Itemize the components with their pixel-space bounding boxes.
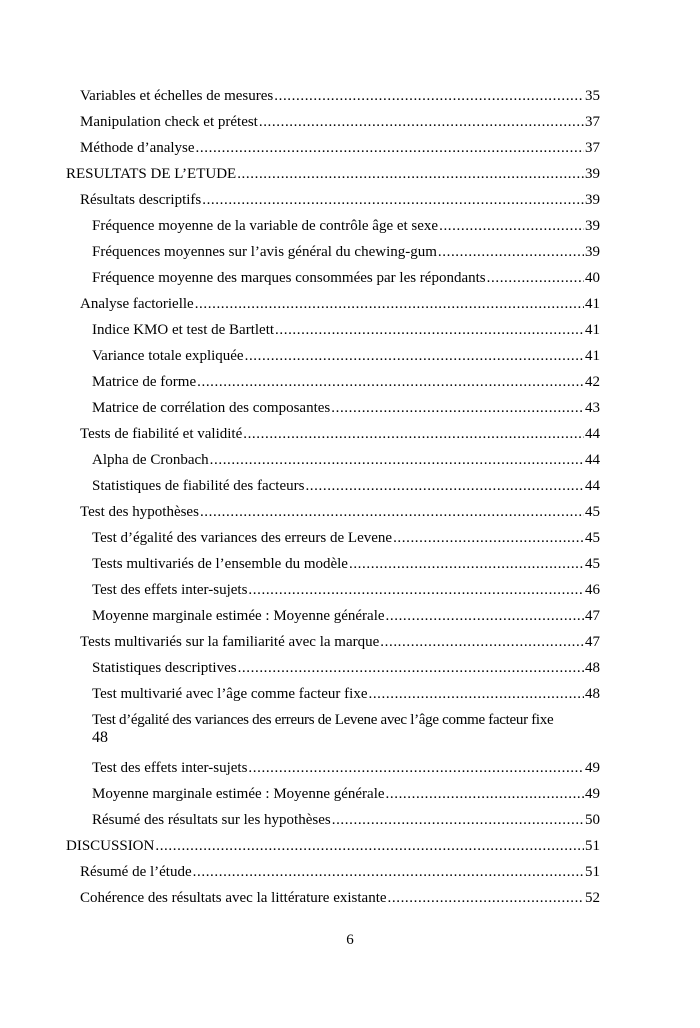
toc-subentry[interactable] [66,239,600,265]
toc-entry-title: RESULTATS DE L’ETUDE [66,166,237,182]
toc-entry-title: Moyenne marginale estimée : Moyenne générale [92,786,385,802]
toc-subentry-wrapped[interactable] [66,707,600,755]
toc-entry-title: Test d’égalité des variances des erreurs de Levene avec l’âge comme facteur fixe [92,712,554,728]
toc-leader-dots [274,83,584,109]
toc-leader-dots [195,291,584,317]
toc-entry-page: 47 [585,634,600,650]
toc-entry[interactable] [66,859,600,885]
toc-entry-title: DISCUSSION [66,838,155,854]
toc-entry-title: Résumé des résultats sur les hypothèses [92,812,331,828]
toc-leader-dots [210,447,584,473]
toc-subentry[interactable] [66,807,600,833]
toc-leader-dots [368,681,584,707]
toc-leader-dots [349,551,584,577]
toc-subentry[interactable] [66,395,600,421]
toc-leader-dots [202,187,584,213]
toc-entry-page: 48 [92,729,108,746]
toc-leader-dots [243,421,584,447]
toc-entry-page: 50 [585,812,600,828]
toc-entry-title: Méthode d’analyse [80,140,195,156]
toc-leader-dots [380,629,584,655]
toc-entry[interactable] [66,629,600,655]
toc-entry-page: 46 [585,582,600,598]
toc-entry-page: 39 [585,166,600,182]
toc-entry-page: 42 [585,374,600,390]
toc-entry-page: 43 [585,400,600,416]
toc-entry-title: Résumé de l’étude [80,864,192,880]
toc-entry-title: Test multivarié avec l’âge comme facteur fixe [92,686,368,702]
toc-entry-title: Test des effets inter-sujets [92,582,248,598]
toc-entry-page: 39 [585,192,600,208]
toc-entry-page: 39 [585,218,600,234]
toc-leader-dots [197,369,584,395]
toc-entry[interactable] [66,187,600,213]
toc-entry-title: Test des hypothèses [80,504,199,520]
toc-subentry[interactable] [66,551,600,577]
toc-entry[interactable] [66,499,600,525]
toc-leader-dots [332,807,584,833]
toc-entry-title: Statistiques descriptives [92,660,237,676]
toc-entry-page: 48 [585,686,600,702]
toc-subentry[interactable] [66,603,600,629]
toc-entry-title: Test des effets inter-sujets [92,760,248,776]
toc-entry[interactable] [66,421,600,447]
toc-entry[interactable] [66,135,600,161]
toc-entry-title: Alpha de Cronbach [92,452,209,468]
toc-section-heading[interactable] [66,161,600,187]
toc-entry-title: Résultats descriptifs [80,192,202,208]
toc-subentry[interactable] [66,213,600,239]
toc-entry[interactable] [66,291,600,317]
toc-subentry[interactable] [66,681,600,707]
toc-leader-dots [237,161,584,187]
toc-leader-dots [386,603,584,629]
toc-entry-title: Tests de fiabilité et validité [80,426,243,442]
toc-section-heading[interactable] [66,833,600,859]
toc-entry-page: 40 [585,270,600,286]
toc-entry-title: Indice KMO et test de Bartlett [92,322,275,338]
toc-entry[interactable] [66,885,600,911]
toc-leader-dots [438,239,584,265]
toc-entry-page: 49 [585,786,600,802]
toc-leader-dots [487,265,584,291]
toc-entry-page: 49 [585,760,600,776]
toc-subentry[interactable] [66,343,600,369]
toc-entry-page: 44 [585,452,600,468]
toc-entry-page: 37 [585,114,600,130]
toc-entry-title: Matrice de forme [92,374,197,390]
toc-entry-title: Test d’égalité des variances des erreurs de Levene [92,530,393,546]
toc-entry-page: 37 [585,140,600,156]
toc-subentry[interactable] [66,577,600,603]
table-of-contents [66,83,600,911]
toc-entry-title: Moyenne marginale estimée : Moyenne générale [92,608,385,624]
toc-leader-dots [439,213,584,239]
toc-entry-title: Cohérence des résultats avec la littérature existante [80,890,387,906]
toc-subentry[interactable] [66,265,600,291]
toc-entry-title: Manipulation check et prétest [80,114,258,130]
toc-subentry[interactable] [66,755,600,781]
toc-entry-page: 45 [585,504,600,520]
toc-entry-title: Tests multivariés de l’ensemble du modèle [92,556,348,572]
toc-entry-page: 44 [585,478,600,494]
toc-entry-title: Analyse factorielle [80,296,194,312]
toc-entry-title: Variance totale expliquée [92,348,244,364]
toc-leader-dots [196,135,584,161]
toc-leader-dots [238,655,584,681]
toc-subentry[interactable] [66,525,600,551]
toc-leader-dots [275,317,584,343]
toc-leader-dots [248,577,584,603]
toc-subentry[interactable] [66,369,600,395]
toc-entry[interactable] [66,83,600,109]
toc-leader-dots [259,109,584,135]
toc-entry-title: Statistiques de fiabilité des facteurs [92,478,305,494]
toc-entry-page: 39 [585,244,600,260]
toc-entry-title: Tests multivariés sur la familiarité avec la marque [80,634,380,650]
toc-entry-page: 51 [585,838,600,854]
toc-leader-dots [393,525,584,551]
toc-entry-page: 35 [585,88,600,104]
toc-subentry[interactable] [66,655,600,681]
toc-subentry[interactable] [66,781,600,807]
toc-entry-page: 51 [585,864,600,880]
toc-leader-dots [305,473,584,499]
toc-leader-dots [386,781,584,807]
toc-entry-title: Matrice de corrélation des composantes [92,400,331,416]
toc-entry-page: 45 [585,530,600,546]
toc-subentry[interactable] [66,473,600,499]
toc-entry-page: 41 [585,348,600,364]
toc-subentry[interactable] [66,447,600,473]
toc-entry-page: 44 [585,426,600,442]
toc-leader-dots [245,343,584,369]
toc-entry-title: Fréquences moyennes sur l’avis général du chewing-gum [92,244,437,260]
toc-leader-dots [331,395,584,421]
toc-entry-page: 48 [585,660,600,676]
toc-entry-page: 41 [585,322,600,338]
toc-entry[interactable] [66,109,600,135]
toc-leader-dots [193,859,584,885]
toc-entry-page: 41 [585,296,600,312]
toc-entry-title: Fréquence moyenne des marques consommées par les répondants [92,270,486,286]
toc-leader-dots [200,499,584,525]
toc-subentry[interactable] [66,317,600,343]
toc-leader-dots [388,885,584,911]
toc-entry-page: 45 [585,556,600,572]
page-number: 6 [346,932,354,948]
toc-entry-title: Variables et échelles de mesures [80,88,274,104]
toc-leader-dots [155,833,584,859]
toc-leader-dots [248,755,584,781]
toc-entry-page: 52 [585,890,600,906]
toc-entry-title: Fréquence moyenne de la variable de contrôle âge et sexe [92,218,439,234]
toc-entry-page: 47 [585,608,600,624]
